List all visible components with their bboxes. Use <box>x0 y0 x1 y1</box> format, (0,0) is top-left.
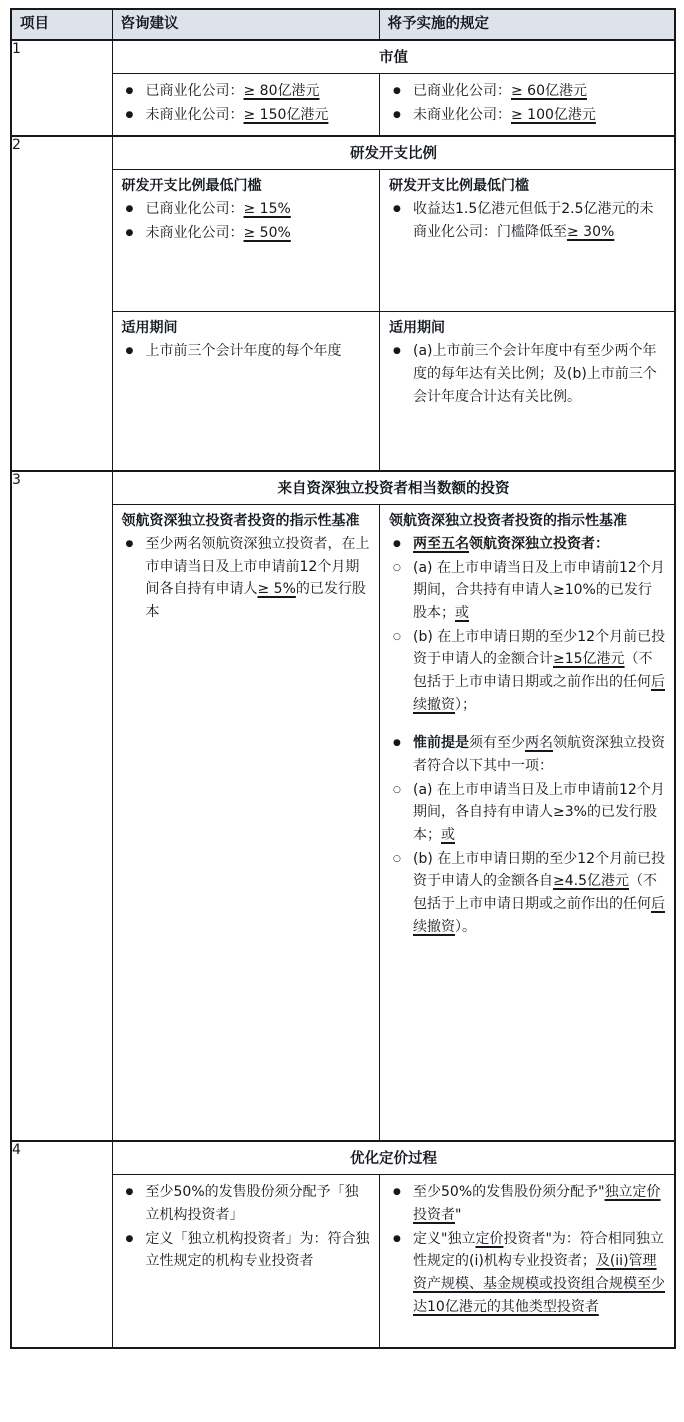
row-2-content <box>112 136 675 471</box>
list-item: ● 已商业化公司：≥ 60亿港元 <box>389 80 666 103</box>
row-4-rule-cell <box>380 1175 675 1347</box>
list-item: ● 上市前三个会计年度的每个年度 <box>122 340 371 363</box>
list-item: ● (a)上市前三个会计年度中有至少两个年度的每年达有关比例；及(b)上市前三个会计年度合计达有关比例。 <box>389 340 666 408</box>
table-row-1 <box>11 40 675 136</box>
list-item: ● 收益达1.5亿港元但低于2.5亿港元的未商业化公司：门槛降低至≥ 30% <box>389 198 666 243</box>
list-item: ● 定义「独立机构投资者」为：符合独立性规定的机构专业投资者 <box>122 1228 371 1273</box>
row-4-content <box>112 1141 675 1348</box>
comparison-table <box>10 8 676 1349</box>
subheading: 适用期间 <box>389 320 445 337</box>
row-2-proposal-cell-b <box>113 312 380 470</box>
list-item: ● 至少两名领航资深独立投资者，在上市申请当日及上市申请前12个月期间各自持有申请人≥ 5%的已发行股本 <box>122 533 371 624</box>
list-item: ○ (b) 在上市申请日期的至少12个月前已投资于申请人的金额合计≥15亿港元（不包括于上市申请日期或之前作出的任何后续撤资）； <box>389 626 666 717</box>
list-item: ● 定义"独立定价投资者"为：符合相同独立性规定的(i)机构专业投资者；及(ii)管理资产规模、基金规模或投资组合规模至少达10亿港元的其他类型投资者 <box>389 1228 666 1319</box>
subheading: 适用期间 <box>121 320 178 337</box>
header-proposal: 咨询建议 <box>112 9 379 40</box>
list-item: ● 已商业化公司：≥ 15% <box>122 198 371 221</box>
subheading: 领航资深独立投资者投资的指示性基准 <box>121 512 360 529</box>
row-number-2: 2 <box>11 136 112 471</box>
header-rule: 将予实施的规定 <box>379 9 675 40</box>
row-3-banner: 来自资深独立投资者相当数额的投资 <box>113 472 675 505</box>
row-number-3: 3 <box>11 471 112 1142</box>
row-4-proposal-cell <box>113 1175 380 1347</box>
list-item: ● 未商业化公司：≥ 150亿港元 <box>122 104 371 127</box>
list-item: ○ (b) 在上市申请日期的至少12个月前已投资于申请人的金额各自≥4.5亿港元（不包括于上市申请日期或之前作出的任何后续撤资）。 <box>389 848 666 939</box>
row-1-banner: 市值 <box>113 41 675 74</box>
list-item: ● 至少50%的发售股份须分配予"独立定价投资者" <box>389 1181 666 1226</box>
row-3-proposal-cell <box>113 504 380 1140</box>
subheading: 研发开支比例最低门槛 <box>389 178 529 195</box>
list-item: ○ (a) 在上市申请当日及上市申请前12个月期间，各自持有申请人≥3%的已发行股本；或 <box>389 779 666 847</box>
table-row-2 <box>11 136 675 471</box>
row-2-proposal-cell-a <box>113 170 380 312</box>
row-3-rule-cell <box>380 504 675 1140</box>
row-2-rule-cell-b <box>380 312 675 470</box>
table-row-4 <box>11 1141 675 1348</box>
row-number-1: 1 <box>11 40 112 136</box>
row-2-banner: 研发开支比例 <box>113 137 675 170</box>
list-item: ○ (a) 在上市申请当日及上市申请前12个月期间，合共持有申请人≥10%的已发行股本；或 <box>389 557 666 625</box>
list-item: ● 两至五名领航资深独立投资者： <box>389 533 666 556</box>
subheading: 研发开支比例最低门槛 <box>121 178 262 195</box>
list-item: ● 未商业化公司：≥ 100亿港元 <box>389 104 666 127</box>
row-4-banner: 优化定价过程 <box>113 1142 675 1175</box>
row-number-4: 4 <box>11 1141 112 1348</box>
header-item: 项目 <box>11 9 112 40</box>
row-1-rule-cell <box>380 74 675 136</box>
row-3-content <box>112 471 675 1142</box>
list-item: ● 已商业化公司：≥ 80亿港元 <box>122 80 371 103</box>
table-row-3 <box>11 471 675 1142</box>
list-item: ● 惟前提是须有至少两名领航资深独立投资者符合以下其中一项： <box>389 732 666 777</box>
row-1-content <box>112 40 675 136</box>
table-header-row <box>11 9 675 40</box>
list-item: ● 至少50%的发售股份须分配予「独立机构投资者」 <box>122 1181 371 1226</box>
subheading: 领航资深独立投资者投资的指示性基准 <box>389 512 627 529</box>
row-1-proposal-cell <box>113 74 380 136</box>
list-item: ● 未商业化公司：≥ 50% <box>122 222 371 245</box>
row-2-rule-cell-a <box>380 170 675 312</box>
